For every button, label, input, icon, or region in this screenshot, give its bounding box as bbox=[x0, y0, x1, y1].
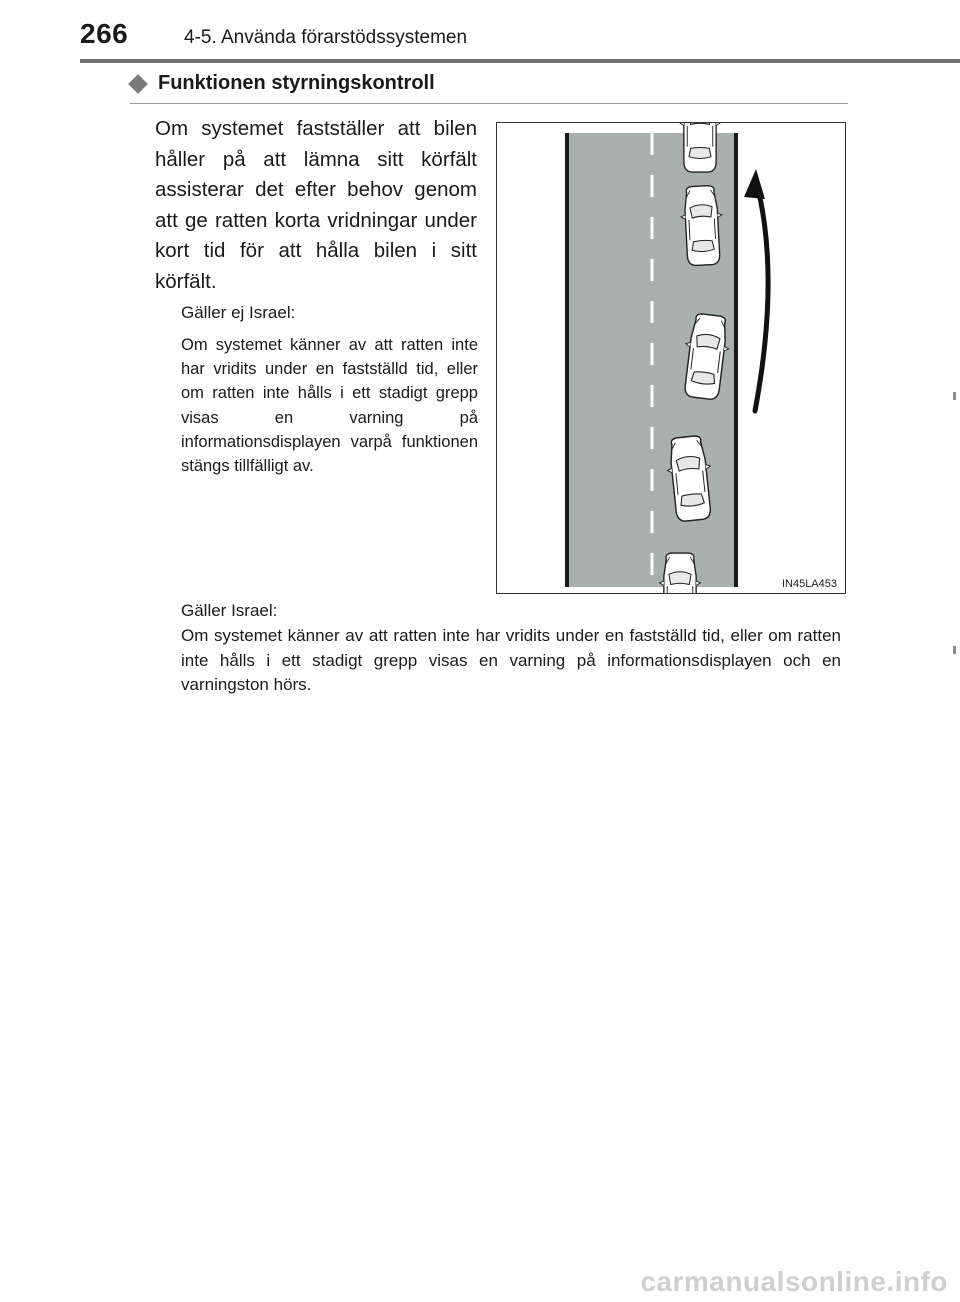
page-number: 266 bbox=[80, 18, 129, 49]
note-not-israel-text: Om systemet känner av att ratten inte har vridits under en fastställd tid, eller om ratten inte hålls i ett stadigt grepp visas en varning på informationsdisplayen varpå funktionen stängs tillfälligt av. bbox=[181, 336, 478, 476]
section-divider bbox=[130, 103, 848, 104]
section-title: Funktionen styrningskontroll bbox=[158, 72, 435, 94]
arrow-head bbox=[744, 169, 765, 199]
curved-arrow-up-icon bbox=[755, 193, 768, 411]
edge-tick bbox=[953, 392, 956, 400]
watermark: carmanualsonline.info bbox=[640, 1266, 948, 1297]
figure-code: IN45LA453 bbox=[781, 578, 837, 590]
car-top-view-icon bbox=[680, 123, 721, 172]
note-not-israel-label: Gäller ej Israel: bbox=[181, 303, 296, 322]
right-edge-line bbox=[734, 133, 738, 587]
chapter-title: 4-5. Använda förarstödssystemen bbox=[184, 27, 468, 48]
diamond-bullet-icon bbox=[128, 74, 148, 94]
left-edge-line bbox=[565, 133, 569, 587]
lane-assist-figure bbox=[496, 122, 846, 594]
note-israel-label: Gäller Israel: bbox=[181, 601, 278, 620]
header-divider bbox=[80, 59, 960, 63]
main-paragraph: Om systemet fastställer att bilen håller på att lämna sitt körfält assisterar det efter behov genom att ge ratten korta vridningar under kort tid för att hålla bilen i sitt körfält. bbox=[155, 117, 477, 293]
edge-tick bbox=[953, 646, 956, 654]
lane-diagram bbox=[497, 123, 846, 594]
note-israel-text: Om systemet känner av att ratten inte har vridits under en fastställd tid, eller om ratten inte hålls i ett stadigt grepp visas en varning på informationsdisplayen och en varningston hörs. bbox=[181, 626, 841, 694]
car-top-view-icon bbox=[660, 553, 701, 594]
section-heading bbox=[128, 72, 435, 95]
